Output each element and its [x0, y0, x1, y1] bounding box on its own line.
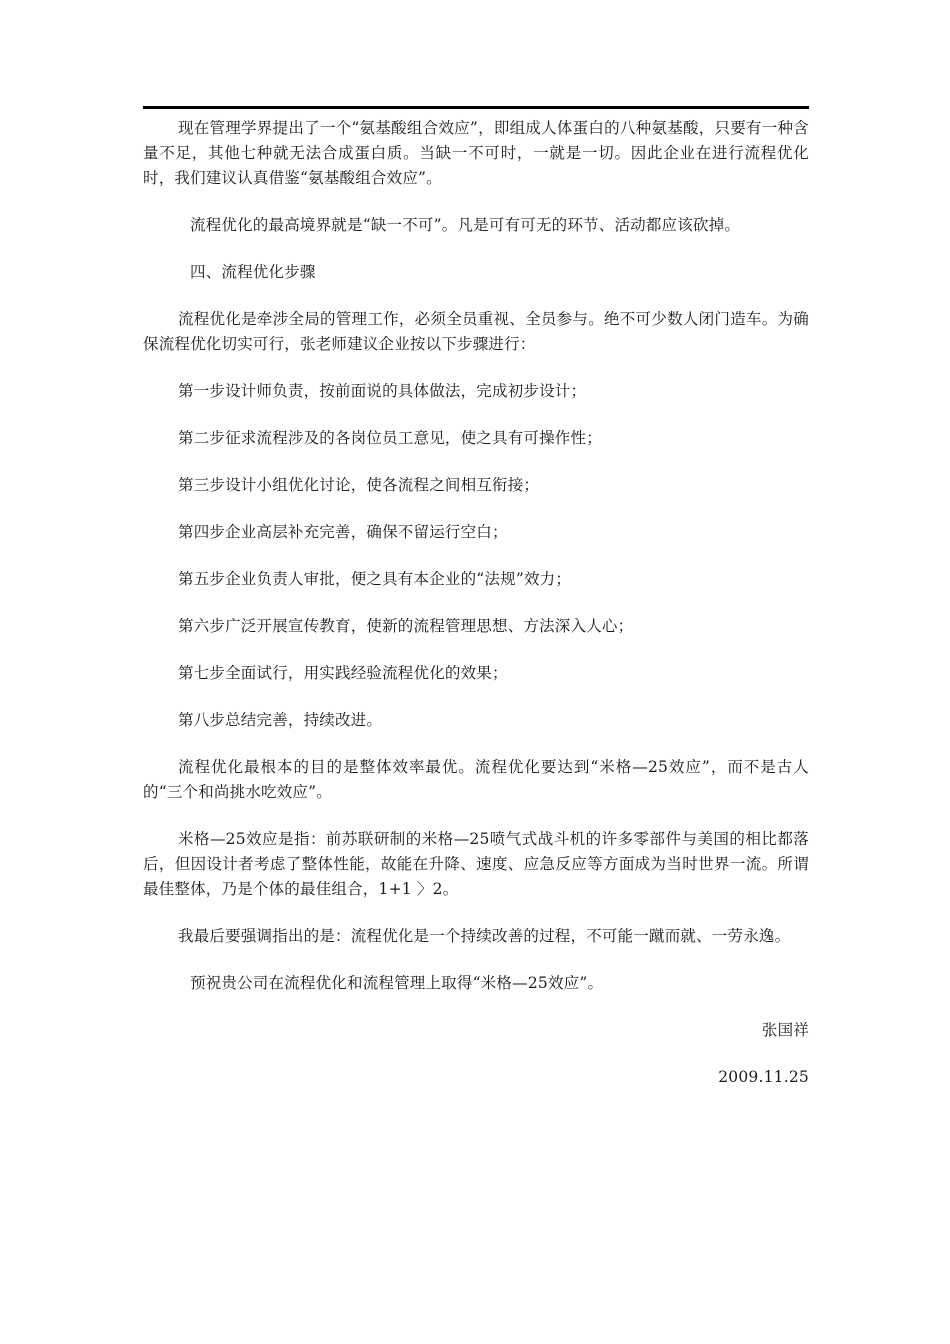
step-4: 第四步企业高层补充完善，确保不留运行空白； — [178, 523, 508, 541]
document-body — [143, 116, 809, 1090]
step-8: 第八步总结完善，持续改进。 — [178, 711, 383, 729]
paragraph-final-emphasis: 我最后要强调指出的是：流程优化是一个持续改善的过程，不可能一蹴而就、一劳永逸。 — [178, 927, 791, 945]
document-date: 2009.11.25 — [718, 1068, 809, 1086]
header-rule — [143, 106, 809, 109]
paragraph-mig25-goal: 流程优化最根本的目的是整体效率最优。流程优化要达到“米格—25效应”，而不是古人的“三个和尚挑水吃效应”。 — [143, 758, 809, 801]
paragraph-closing-wish: 预祝贵公司在流程优化和流程管理上取得“米格—25效应”。 — [190, 974, 604, 992]
paragraph-highest-realm: 流程优化的最高境界就是“缺一不可”。凡是可有可无的环节、活动都应该砍掉。 — [190, 216, 741, 234]
author-signature: 张国祥 — [761, 1021, 809, 1039]
paragraph-mig25-definition: 米格—25效应是指：前苏联研制的米格—25喷气式战斗机的许多零部件与美国的相比都落后，但因设计者考虑了整体性能，故能在升降、速度、应急反应等方面成为当时世界一流。所谓最佳整体，乃是个体的最佳组合，1+1 〉2。 — [143, 830, 809, 898]
step-7: 第七步全面试行，用实践经验流程优化的效果； — [178, 664, 508, 682]
step-5: 第五步企业负责人审批，便之具有本企业的“法规”效力； — [178, 570, 572, 588]
step-6: 第六步广泛开展宣传教育，使新的流程管理思想、方法深入人心； — [178, 617, 634, 635]
paragraph-steps-intro: 流程优化是牵涉全局的管理工作，必须全员重视、全员参与。绝不可少数人闭门造车。为确保流程优化切实可行，张老师建议企业按以下步骤进行： — [143, 310, 809, 353]
paragraph-amino-acid-effect: 现在管理学界提出了一个“氨基酸组合效应”，即组成人体蛋白的八种氨基酸，只要有一种含量不足，其他七种就无法合成蛋白质。当缺一不可时，一就是一切。因此企业在进行流程优化时，我们建议认真借鉴“氨基酸组合效应”。 — [143, 119, 809, 187]
section-heading-optimization-steps: 四、流程优化步骤 — [190, 263, 316, 281]
step-3: 第三步设计小组优化讨论，使各流程之间相互衔接； — [178, 476, 540, 494]
step-2: 第二步征求流程涉及的各岗位员工意见，使之具有可操作性； — [178, 429, 602, 447]
step-1: 第一步设计师负责，按前面说的具体做法，完成初步设计； — [178, 382, 587, 400]
